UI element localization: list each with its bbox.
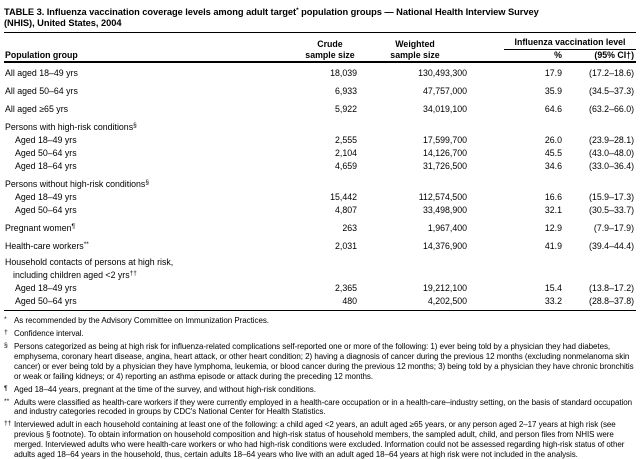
column-header-weighted-line1: Weighted [395,39,435,49]
crude-sample-size-cell: 2,031 [334,241,357,251]
vaccination-level-span-label: Influenza vaccination level [504,37,636,50]
title-asterisk-marker: * [296,7,299,14]
percent-cell [470,172,564,190]
weighted-sample-size-cell: 17,599,700 [422,135,467,145]
crude-sample-size-cell: 5,922 [334,104,357,114]
row-label: Aged 18–64 yrs [15,161,77,171]
weighted-sample-size-cell: 112,574,500 [418,192,467,202]
title-text: TABLE 3. Influenza vaccination coverage levels among adult target [4,7,297,17]
table-title-line1 [4,5,636,18]
ci-cell: (7.9–17.9) [593,223,635,233]
population-group-cell [4,216,300,234]
row-label: Aged 18–49 yrs [15,192,77,202]
table-row [4,234,636,252]
population-group-cell [4,146,300,159]
percent-cell: 45.5 [544,148,562,158]
column-header-ci: (95% CI†) [564,50,636,62]
footnotes-section [4,311,636,459]
weighted-sample-size-cell: 33,498,900 [422,205,467,215]
weighted-sample-size-cell [360,172,470,190]
population-group-cell [4,203,300,216]
footnote-marker: * [4,316,7,324]
crude-sample-size-cell: 6,933 [334,86,357,96]
ci-cell [564,252,636,281]
ci-cell: (63.2–66.0) [589,104,635,114]
ci-cell: (34.5–37.3) [589,86,635,96]
footnote-dagger [4,328,636,339]
footnote-marker: § [4,342,8,350]
percent-cell: 17.9 [544,68,562,78]
table-row [4,146,636,159]
weighted-sample-size-cell: 14,376,900 [422,241,467,251]
table-row [4,97,636,115]
weighted-sample-size-cell: 14,126,700 [422,148,467,158]
crude-sample-size-cell: 480 [342,296,357,306]
weighted-sample-size-cell: 1,967,400 [427,223,467,233]
percent-cell: 64.6 [544,104,562,114]
crude-sample-size-cell: 2,365 [334,283,357,293]
crude-sample-size-cell: 2,104 [334,148,357,158]
table-row [4,281,636,294]
column-header-percent: % [470,50,564,62]
percent-cell: 41.9 [544,241,562,251]
table-row [4,190,636,203]
population-group-cell [4,190,300,203]
row-label: Health-care workers [5,241,84,251]
footnote-text: Aged 18–44 years, pregnant at the time of the survey, and without high-risk conditions. [14,384,316,394]
footnote-marker: § [133,122,137,129]
ci-cell: (39.4–44.4) [589,241,635,251]
weighted-sample-size-cell: 31,726,500 [422,161,467,171]
table-group-header-row [4,115,636,133]
footnote-marker: †† [4,420,12,428]
footnote-text: As recommended by the Advisory Committee on Immunization Practices. [14,316,269,326]
ci-cell [564,172,636,190]
footnote-marker: ¶ [71,223,76,230]
weighted-sample-size-cell: 19,212,100 [422,283,467,293]
footnote-section-sign [4,341,636,381]
footnote-marker: †† [129,270,137,277]
percent-cell: 12.9 [544,223,562,233]
population-group-cell [4,234,300,252]
row-label: Aged 50–64 yrs [15,296,77,306]
table-row [4,133,636,146]
percent-cell [470,252,564,281]
ci-cell: (43.0–48.0) [589,148,635,158]
table-group-header-row [4,172,636,190]
population-group-cell [4,172,300,190]
table-row [4,159,636,172]
percent-cell: 34.6 [544,161,562,171]
population-group-cell [4,97,300,115]
footnote-text: Adults were classified as health-care workers if they were currently employed in a health-care occupation or in a health-care–industry setting, on the basis of standard occupation and industry categories recoded in groups by CDC's National Center for Health Statistics. [14,397,633,417]
population-group-cell [4,115,300,133]
weighted-sample-size-cell [360,252,470,281]
ci-cell [564,115,636,133]
weighted-sample-size-cell [360,115,470,133]
ci-cell: (33.0–36.4) [589,161,635,171]
table-group-header-row [4,252,636,281]
weighted-sample-size-cell: 130,493,300 [418,68,467,78]
crude-sample-size-cell [300,252,360,281]
footnote-marker: ** [83,241,89,248]
population-group-cell [4,62,300,79]
row-label-line1: Household contacts of persons at high risk, [5,257,174,267]
row-label: Persons without high-risk conditions [5,179,146,189]
weighted-sample-size-cell: 47,757,000 [422,86,467,96]
percent-cell: 33.2 [544,296,562,306]
crude-sample-size-cell: 15,442 [330,192,357,202]
footnote-marker: ¶ [4,384,8,392]
row-label: All aged 18–49 yrs [5,68,78,78]
header-row-1 [4,33,636,50]
ci-cell: (13.8–17.2) [589,283,635,293]
percent-cell: 16.6 [544,192,562,202]
title-text: population groups — National Health Interview Survey [298,7,539,17]
percent-cell: 32.1 [544,205,562,215]
footnote-text: Persons categorized as being at high risk for influenza-related complications self-reported one or more of the following: 1) ever being told by a physician they had diabetes, emphysema, coronary heart disease, angina, heart attack, or other heart condition; 2) having a diagnosis of cancer during the previous 12 months (excluding nonmelanoma skin cancer) or ever being told by a physician they have lymphoma, leukemia, or blood cancer during the previous 12 months; 3) being told by a physician they have chronic bronchitis or weak or failing kidneys; or 4) reporting an asthma episode or attack during the preceding 12 months. [14,342,634,381]
table-body [4,62,636,307]
weighted-sample-size-cell: 34,019,100 [422,104,467,114]
row-label: Aged 50–64 yrs [15,205,77,215]
table-title [4,5,636,33]
footnote-pilcrow [4,384,636,395]
row-label: Aged 18–49 yrs [15,135,77,145]
crude-sample-size-cell [300,172,360,190]
percent-cell: 15.4 [544,283,562,293]
percent-cell [470,115,564,133]
crude-sample-size-cell [300,115,360,133]
column-header-crude-line1: Crude [317,39,343,49]
row-label-line2: including children aged <2 yrs†† [13,270,137,280]
row-label: Aged 18–49 yrs [15,283,77,293]
footnote-text: Interviewed adult in each household containing at least one of the following: a child aged <2 years, an adult aged ≥65 years, or any person aged 2–17 years at high risk (see previous § footnote). To obtain information on household composition and high-risk status of household members, the sampled adult, child, and person files from NHIS were merged. Interviewed adults who were health-care workers or who had high-risk conditions were excluded. Information could not be assessed regarding high-risk status of other adults aged 18–64 years in the household, thus, certain adults 18–64 years who live with an adult aged 18–64 years at high risk were not included in the analysis. [14,420,625,459]
ci-cell: (23.9–28.1) [589,135,635,145]
population-group-cell [4,281,300,294]
row-label: All aged 50–64 yrs [5,86,78,96]
ci-cell: (30.5–33.7) [589,205,635,215]
vaccination-coverage-table [4,33,636,307]
row-label: Pregnant women [5,223,72,233]
crude-sample-size-cell: 18,039 [330,68,357,78]
population-group-cell [4,133,300,146]
column-header-weighted-line2: sample size [360,50,470,62]
crude-sample-size-cell: 4,659 [334,161,357,171]
population-group-cell [4,252,300,281]
ci-cell: (15.9–17.3) [589,192,635,202]
population-group-cell [4,159,300,172]
footnote-marker: ** [4,397,10,405]
table-row [4,203,636,216]
ci-cell: (17.2–18.6) [589,68,635,78]
weighted-sample-size-cell: 4,202,500 [427,296,467,306]
table-row [4,79,636,97]
population-group-cell [4,294,300,307]
table-row [4,62,636,79]
table-title-line2: (NHIS), United States, 2004 [4,18,122,28]
footnote-marker: § [145,179,149,186]
table-row [4,294,636,307]
column-header-population-group: Population group [4,33,300,62]
crude-sample-size-cell: 263 [342,223,357,233]
table-row [4,216,636,234]
row-label: Persons with high-risk conditions [5,122,134,132]
column-header-crude-line2: sample size [300,50,360,62]
table-header [4,33,636,62]
ci-cell: (28.8–37.8) [589,296,635,306]
crude-sample-size-cell: 2,555 [334,135,357,145]
footnote-double-asterisk [4,397,636,418]
row-label: All aged ≥65 yrs [5,104,69,114]
crude-sample-size-cell: 4,807 [334,205,357,215]
column-header-vaccination-level [470,33,636,50]
footnote-double-dagger [4,419,636,459]
footnote-marker: † [4,329,8,337]
footnote-asterisk [4,315,636,326]
percent-cell: 26.0 [544,135,562,145]
percent-cell: 35.9 [544,86,562,96]
row-label: Aged 50–64 yrs [15,148,77,158]
population-group-cell [4,79,300,97]
footnote-text: Confidence interval. [14,329,84,339]
